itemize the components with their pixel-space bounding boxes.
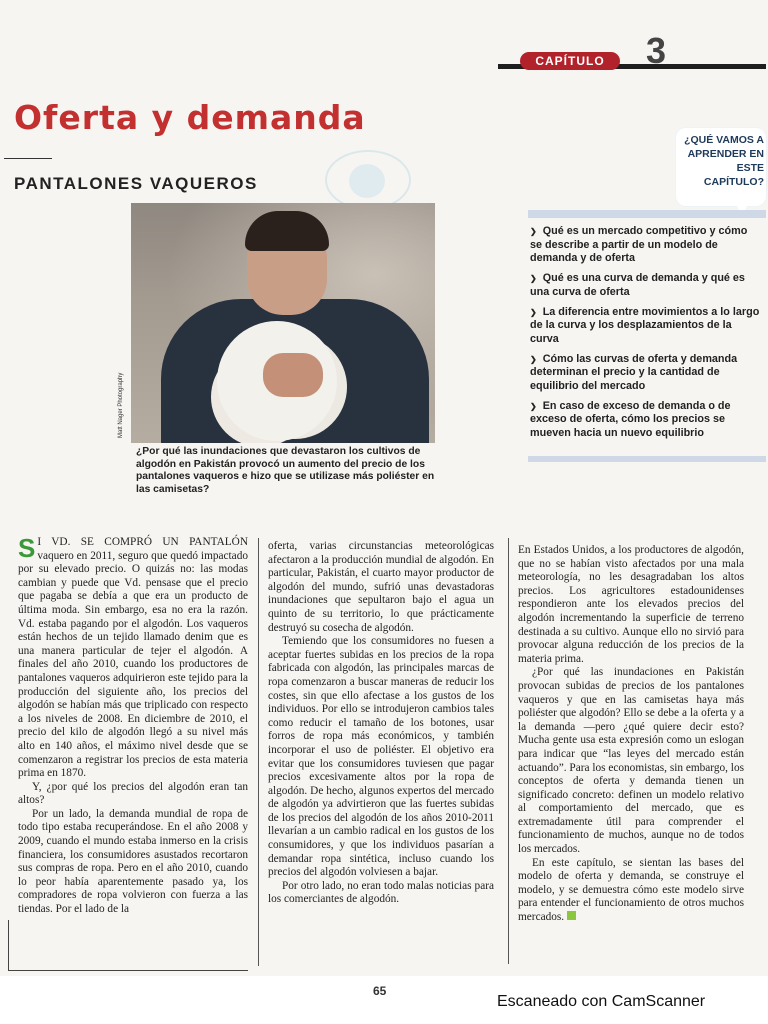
chapter-label: CAPÍTULO — [520, 52, 620, 70]
goals-top-bar — [528, 210, 766, 218]
end-of-section-icon — [567, 911, 576, 920]
title-divider — [4, 158, 52, 159]
bullet-arrow-icon: ❯ — [530, 274, 537, 284]
margin-bracket — [8, 920, 9, 970]
body-column-3 — [518, 544, 744, 925]
paragraph: Por otro lado, no eran todo malas noticias para los comerciantes de algodón. — [268, 879, 494, 906]
goal-text: En caso de exceso de demanda o de exceso de oferta, cómo los precios se mueven hacia un nuevo equilibrio — [530, 399, 731, 440]
question-bubble-text: ¿QUÉ VAMOS A APRENDER EN ESTE CAPÍTULO? — [684, 134, 764, 188]
goal-item — [530, 400, 760, 441]
goal-text: Qué es un mercado competitivo y cómo se describe a partir de un modelo de demanda y de oferta — [530, 225, 748, 265]
world-view-stamp-icon — [325, 150, 411, 210]
scanner-watermark: Escaneado con CamScanner — [497, 993, 706, 1010]
goal-item — [530, 272, 760, 299]
goal-item — [530, 353, 760, 394]
body-column-1 — [18, 533, 248, 917]
section-subtitle: PANTALONES VAQUEROS — [14, 174, 258, 193]
bullet-arrow-icon: ❯ — [530, 401, 537, 411]
body-column-2 — [268, 540, 494, 907]
photo-hands — [263, 353, 323, 397]
paragraph: Y, ¿por qué los precios del algodón eran tan altos? — [18, 780, 248, 807]
drop-cap: S — [18, 533, 36, 563]
column-divider — [258, 538, 259, 966]
cover-photo — [131, 203, 435, 443]
goal-item — [530, 225, 760, 266]
chapter-title: Oferta y demanda — [14, 98, 366, 137]
bullet-arrow-icon: ❯ — [530, 227, 537, 236]
paragraph — [18, 533, 248, 781]
goal-text: Qué es una curva de demanda y qué es una curva de oferta — [530, 272, 745, 298]
learning-goals-list — [530, 225, 760, 447]
paragraph: oferta, varias circunstancias meteorológicas afectaron a la producción mundial de algodón. En particular, Pakistán, el cuarto mayor productor de algodón del mundo, sufrió unas devastadoras inundaciones que sepultaron bajo el agua un quinto de su territorio, lo que prácticamente destruyó su cosecha de algodón. — [268, 540, 494, 634]
paragraph: ¿Por qué las inundaciones en Pakistán provocan subidas de precios de los pantalones vaqueros y que en las camisetas haya más poliéster que algodón? Ello se debe a la oferta y a la demanda —pero ¿qué quiere decir esto? Mucha gente usa esta expresión como un eslogan para indicar que “las leyes del mercado están actuando”. Para los economistas, sin embargo, los conceptos de oferta y demanda tienen un significado concreto: definen un modelo relativo al comportamiento del mercado, que es extremadamente útil para comprender el funcionamiento de muchos, aunque no de todos los mercados. — [518, 666, 744, 856]
paragraph: En Estados Unidos, a los productores de algodón, que no se habían visto afectados por una mala meteorología, no les desagradaban los altos precios. Los agricultores estadounidenses respondieron ante los elevados precios del algodón incrementando la superficie de terreno destinada a su cultivo. Aunque ello no sirvió para provocar alguna reducción de los precios de la materia prima. — [518, 544, 744, 665]
paragraph — [518, 857, 744, 925]
bullet-arrow-icon: ❯ — [530, 354, 537, 364]
chapter-number: 3 — [646, 30, 667, 71]
goal-text: Cómo las curvas de oferta y demanda determinan el precio y la cantidad de equilibrio del mercado — [530, 352, 738, 393]
page-number: 65 — [373, 984, 387, 998]
goal-item — [530, 306, 760, 347]
photo-credit: Matt Nager Photography — [118, 372, 124, 438]
goals-bottom-bar — [528, 456, 766, 462]
margin-bracket-bottom — [8, 970, 248, 971]
paragraph-text: En este capítulo, se sientan las bases del modelo de oferta y demanda, se construye el modelo, y se demuestra cómo este modelo sirve para entender el funcionamiento de otros muchos mercados. — [518, 856, 744, 924]
paragraph: Por un lado, la demanda mundial de ropa de todo tipo estaba recuperándose. En el año 2008 y 2009, cuando el mundo estaba inmerso en la crisis financiera, los consumidores asustados recortaron sus compras de ropa. Pero en el año 2010, cuando lo peor había aparentemente pasado ya, los compradores de ropa volvieron con fuerza a las tiendas. Por el lado de la — [18, 807, 248, 916]
photo-caption: ¿Por qué las inundaciones que devastaron los cultivos de algodón en Pakistán provocó un aumento del precio de los pantalones vaqueros e hizo que se utilizase más poliéster en las camisetas? — [136, 446, 435, 495]
paragraph: Temiendo que los consumidores no fuesen a aceptar fuertes subidas en los precios de la ropa fabricada con algodón, las principales marcas de ropa comenzaron a buscar maneras de reducir los costes, sin que ello afectase a los gustos de los individuos. Por ello se introdujeron cambios tales como reducir el tamaño de los botones, usar forros de ropa más económicos, y también incorporar el uso de poliéster. El objetivo era evitar que los consumidores tuviesen que pagar precios excesivamente altos por la ropa de algodón. De hecho, algunos expertos del mercado de algodón ya advirtieron que las fuertes subidas de los precios del algodón de los años 2010-2011 llevarían a un cambio radical en los gustos de los consumidores, y que los individuos pasarían a demandar ropa sintética, incluso cuando los precios del algodón volviesen a bajar. — [268, 635, 494, 879]
column-divider — [508, 538, 509, 964]
goal-text: La diferencia entre movimientos a lo largo de la curva y los desplazamientos de la curva — [530, 305, 760, 345]
paragraph-text: I VD. SE COMPRÓ UN PANTALÓN vaquero en 2011, seguro que quedó impactado por su elevado precio. O quizás no: las modas cambian y puede que Vd. pensase que el precio que pagaba se debía a que era un producto de última moda. Sin embargo, esa no era la razón. Vd. estaba pagando por el algodón. Los vaqueros están hechos de un tejido llamado denim que es una manera particular de tejer el algodón. A finales del año 2010, cuando los productores de pantalones vaqueros adquirieron este tejido para la producción del siguiente año, los precios del algodón se habían más que triplicado con respecto a los niveles de 2008. En diciembre de 2010, el precio del kilo de algodón llegó a su nivel más alto en 140 años, el máximo nivel desde que se comenzaron a registrar los precios de esta materia prima en 1870. — [18, 536, 248, 780]
bullet-arrow-icon: ❯ — [530, 307, 537, 317]
